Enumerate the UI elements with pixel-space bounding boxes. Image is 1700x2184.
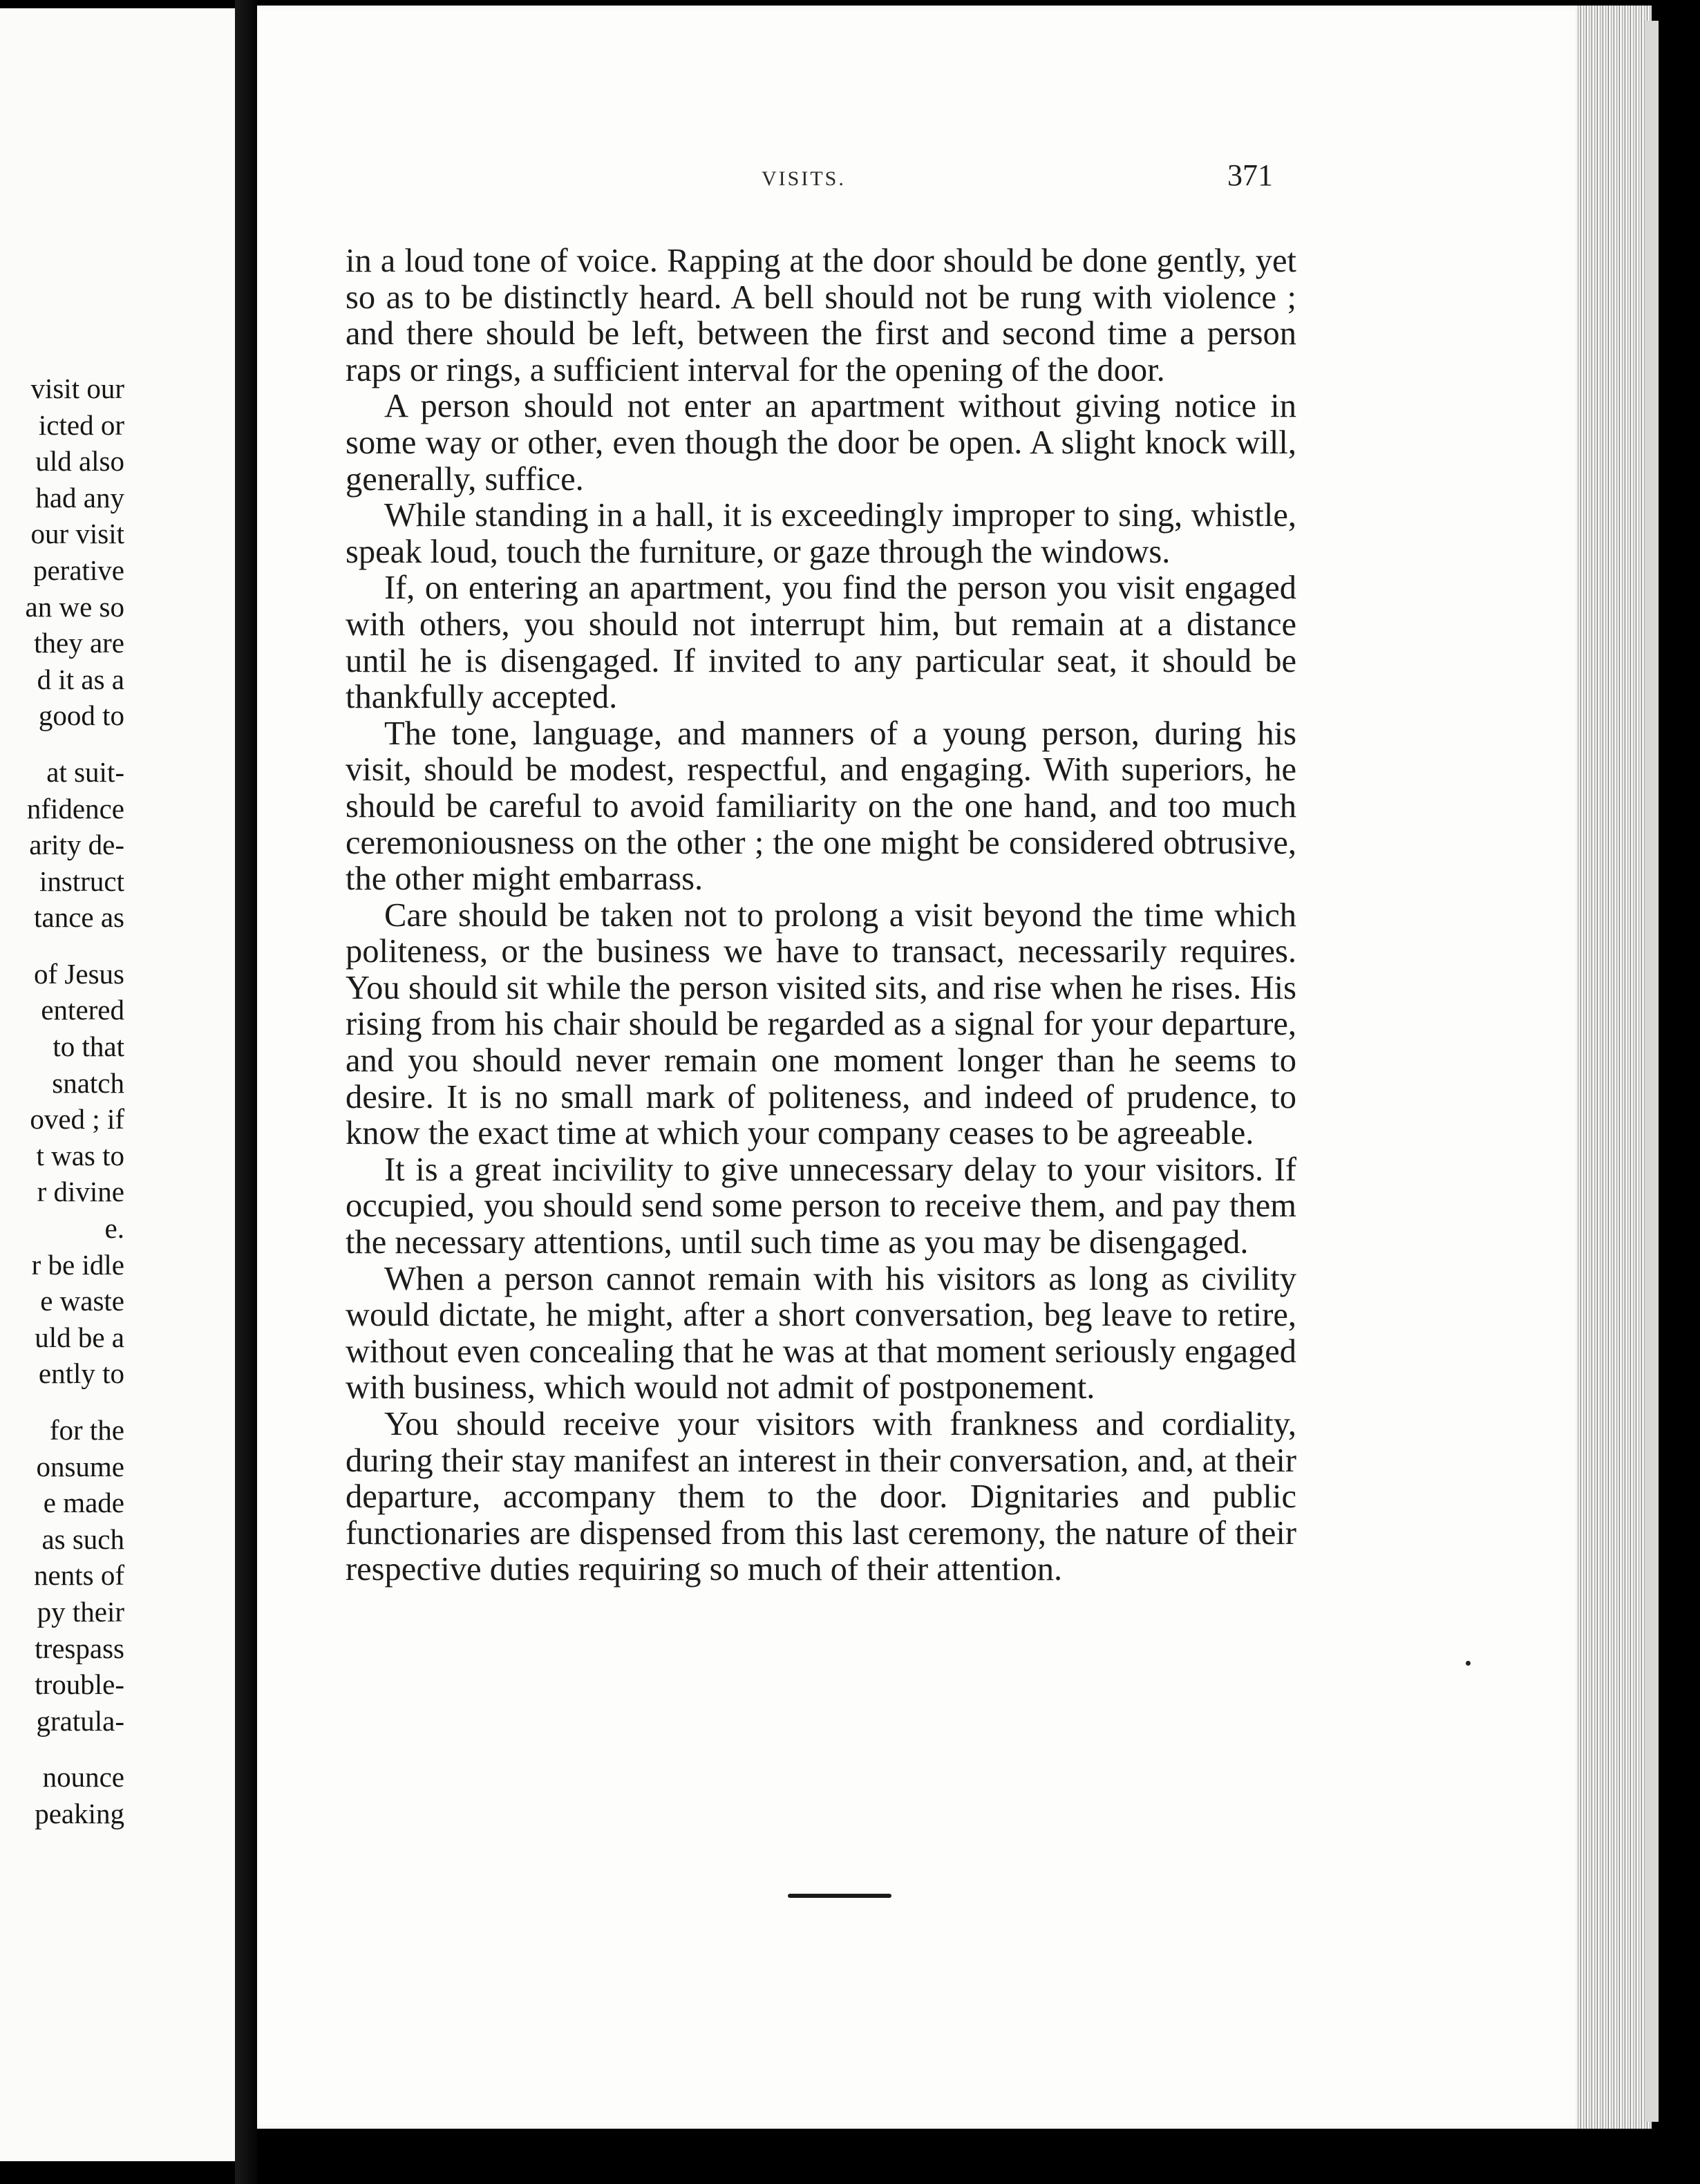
running-head: VISITS. <box>762 167 846 190</box>
previous-page-line: r be idle <box>31 1248 124 1281</box>
previous-page-line: as such <box>41 1523 124 1555</box>
previous-page-line: they are <box>34 627 124 659</box>
previous-page-line: trespass <box>35 1632 124 1664</box>
paragraph: If, on entering an apartment, you find the person you visit engaged with others, you should not interrupt him, but remain at a distance until he is disengaged. If invited to any particular seat, it should be thankfully accepted. <box>346 569 1296 716</box>
book-gutter <box>235 0 257 2184</box>
previous-page-line: d it as a <box>37 663 124 695</box>
previous-page-line: nfidence <box>26 792 124 825</box>
previous-page-line: instruct <box>39 865 124 897</box>
previous-page-line: for the <box>49 1413 124 1446</box>
page-edges-shadow <box>1645 21 1659 2122</box>
paragraph: You should receive your visitors with frankness and cordiality, during their stay manifest an interest in their conversation, and, at their departure, accompany them to the door. Dignitaries and public functionaries are dispensed from this last ceremony, the nature of their respective duties requiring so much of their attention. <box>346 1406 1296 1588</box>
section-end-rule <box>788 1894 891 1898</box>
previous-page-line: gratula- <box>36 1704 124 1737</box>
previous-page-line: e made <box>43 1487 124 1519</box>
previous-page-line: r divine <box>37 1176 124 1208</box>
page-edges <box>1576 6 1652 2129</box>
previous-page-line: arity de- <box>29 829 124 861</box>
previous-page-line: had any <box>35 481 124 514</box>
paragraph: It is a great incivility to give unnecessary delay to your visitors. If occupied, you should send some person to receive them, and pay them the necessary attentions, until such time as you may be disengaged. <box>346 1151 1296 1261</box>
previous-page-line: tance as <box>34 901 124 934</box>
previous-page-line: icted or <box>38 408 124 441</box>
paragraph: While standing in a hall, it is exceedingly improper to sing, whistle, speak loud, touch the furniture, or gaze through the windows. <box>346 497 1296 570</box>
paragraph: When a person cannot remain with his visitors as long as civility would dictate, he might, after a short conversation, beg leave to retire, without even concealing that he was at that moment seriously engaged with business, which would not admit of postponement. <box>346 1260 1296 1406</box>
previous-page-line: snatch <box>52 1066 124 1099</box>
body-text <box>346 243 1296 1588</box>
previous-page-line: entered <box>41 994 124 1026</box>
paragraph: The tone, language, and manners of a young person, during his visit, should be modest, respectful, and engaging. With superiors, he should be careful to avoid familiarity on the one hand, and too much ceremoniousness on the other ; the one might be considered obtrusive, the other might embarrass. <box>346 715 1296 898</box>
previous-page <box>0 8 235 2161</box>
previous-page-line: t was to <box>36 1139 124 1171</box>
ink-speck <box>1466 1661 1471 1666</box>
page-number: 371 <box>1227 158 1273 192</box>
previous-page-line: nounce <box>42 1761 124 1794</box>
previous-page-line: uld be a <box>35 1321 124 1353</box>
previous-page-line: of Jesus <box>34 957 124 990</box>
previous-page-line: perative <box>32 554 124 586</box>
paragraph: in a loud tone of voice. Rapping at the door should be done gently, yet so as to be distinctly heard. A bell should not be rung with violence ; and there should be left, between the first and second time a person raps or rings, a sufficient interval for the opening of the door. <box>346 243 1296 388</box>
previous-page-line: onsume <box>36 1450 124 1482</box>
previous-page-line: peaking <box>35 1797 124 1829</box>
paragraph: Care should be taken not to prolong a visit beyond the time which politeness, or the business we have to transact, necessarily requires. You should sit while the person visited sits, and rise when he rises. His rising from his chair should be regarded as a signal for your departure, and you should never remain one moment longer than he seems to desire. It is no small mark of politeness, and indeed of prudence, to know the exact time at which your company ceases to be agreeable. <box>346 896 1296 1152</box>
previous-page-line: py their <box>37 1595 124 1628</box>
previous-page-line: an we so <box>25 590 124 623</box>
previous-page-line: e. <box>104 1212 124 1245</box>
previous-page-line: e waste <box>40 1285 124 1317</box>
previous-page-line: uld also <box>35 445 124 478</box>
previous-page-line: trouble- <box>35 1668 124 1701</box>
previous-page-line: to that <box>53 1030 124 1063</box>
previous-page-line: ently to <box>38 1357 124 1390</box>
previous-page-line: good to <box>38 699 124 732</box>
paragraph: A person should not enter an apartment without giving notice in some way or other, even though the door be open. A slight knock will, generally, suffice. <box>346 388 1296 498</box>
previous-page-line: visit our <box>30 373 124 404</box>
previous-page-line: nents of <box>34 1559 124 1592</box>
previous-page-line: at suit- <box>46 755 124 788</box>
previous-page-line: oved ; if <box>30 1103 124 1136</box>
previous-page-line: our visit <box>30 518 124 550</box>
